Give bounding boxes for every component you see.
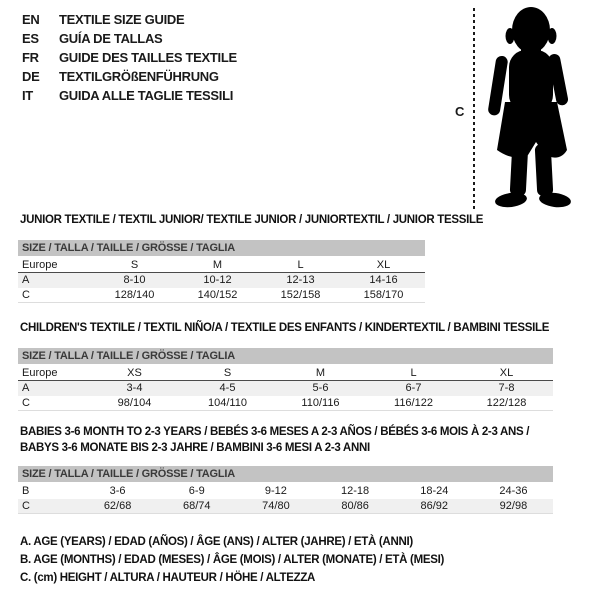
height-cell: 86/92 — [420, 500, 449, 512]
table-row-age — [18, 273, 425, 288]
months-cell: 24-36 — [499, 485, 528, 497]
footnote-age-months: B. AGE (MONTHS) / EDAD (MESES) / ÂGE (MOIS) / ALTER (MONATE) / ETÀ (MESI) — [20, 554, 445, 566]
height-cell: 110/116 — [301, 397, 340, 409]
title-line: JUNIOR TEXTILE / TEXTIL JUNIOR/ TEXTILE JUNIOR / JUNIORTEXTIL / JUNIOR TESSILE — [20, 214, 484, 226]
height-cell: 116/122 — [394, 397, 433, 409]
title-line: BABIES 3-6 MONTH TO 2-3 YEARS / BEBÉS 3-6 MESES A 2-3 AÑOS / BÉBÉS 3-6 MOIS À 2-3 ANS / — [20, 426, 530, 438]
title-line: BABYS 3-6 MONATE BIS 2-3 JAHRE / BAMBINI 3-6 MESI A 2-3 ANNI — [20, 442, 370, 454]
height-cell: 68/74 — [182, 500, 211, 512]
height-cell: 92/98 — [499, 500, 528, 512]
size-cell: M — [315, 367, 326, 379]
age-cell: 10-12 — [203, 274, 232, 286]
size-header-band: SIZE / TALLA / TAILLE / GRÖSSE / TAGLIA — [18, 348, 553, 364]
table-row-height — [18, 396, 553, 411]
size-cell: XS — [127, 367, 142, 379]
language-row-fr — [22, 48, 237, 67]
language-title: GUÍA DE TALLAS — [59, 31, 163, 46]
language-title: TEXTILE SIZE GUIDE — [59, 12, 185, 27]
title-line: CHILDREN'S TEXTILE / TEXTIL NIÑO/A / TEXTILE DES ENFANTS / KINDERTEXTIL / BAMBINI TESSILE — [20, 322, 550, 334]
height-cell: 128/140 — [114, 289, 155, 301]
height-cell: 122/128 — [486, 397, 527, 409]
language-row-it — [22, 86, 237, 105]
junior-size-table — [18, 240, 425, 303]
months-cell: 3-6 — [109, 485, 126, 497]
row-label: C — [22, 397, 30, 409]
row-label: C — [22, 289, 30, 301]
size-header-band: SIZE / TALLA / TAILLE / GRÖSSE / TAGLIA — [18, 240, 425, 256]
size-cell: L — [410, 367, 417, 379]
language-row-de — [22, 67, 237, 86]
table-row-europe — [18, 258, 425, 273]
months-cell: 12-18 — [341, 485, 370, 497]
height-cell: 152/158 — [280, 289, 321, 301]
language-code: EN — [22, 12, 40, 27]
months-cell: 18-24 — [420, 485, 449, 497]
language-title: GUIDA ALLE TAGLIE TESSILI — [59, 88, 234, 103]
height-dashed-line — [473, 8, 475, 210]
height-cell: 80/86 — [341, 500, 369, 512]
row-label: C — [22, 500, 30, 512]
language-code: FR — [22, 50, 39, 65]
height-cell: 140/152 — [197, 289, 238, 301]
height-cell: 104/110 — [208, 397, 247, 409]
children-table-title — [20, 320, 549, 336]
babies-table-title — [20, 424, 529, 456]
height-cell: 62/68 — [103, 500, 132, 512]
height-marker-label: C — [455, 104, 465, 119]
age-cell: 12-13 — [286, 274, 315, 286]
language-title: GUIDE DES TAILLES TEXTILE — [59, 50, 237, 65]
size-cell: M — [212, 259, 223, 271]
months-cell: 9-12 — [264, 485, 287, 497]
language-row-es — [22, 29, 237, 48]
table-row-europe — [18, 366, 553, 381]
row-label: Europe — [22, 259, 58, 271]
footnote-age-years: A. AGE (YEARS) / EDAD (AÑOS) / ÂGE (ANS) / ALTER (JAHRE) / ETÀ (ANNI) — [20, 536, 413, 548]
size-header-band: SIZE / TALLA / TAILLE / GRÖSSE / TAGLIA — [18, 466, 553, 482]
height-cell: 74/80 — [262, 500, 290, 512]
size-cell: XL — [376, 259, 391, 271]
row-label: B — [22, 485, 30, 497]
language-title-list — [22, 10, 237, 105]
junior-table-title — [20, 212, 483, 228]
height-cell: 158/170 — [363, 289, 404, 301]
baby-silhouette-icon — [487, 4, 599, 212]
age-cell: 4-5 — [219, 382, 236, 394]
children-size-table — [18, 348, 553, 411]
size-cell: S — [223, 367, 232, 379]
table-row-months — [18, 484, 553, 499]
row-label: A — [22, 382, 30, 394]
table-row-height — [18, 499, 553, 514]
size-cell: XL — [499, 367, 514, 379]
height-cell: 98/104 — [117, 397, 152, 409]
language-row-en — [22, 10, 237, 29]
language-code: ES — [22, 31, 39, 46]
age-cell: 6-7 — [405, 382, 422, 394]
age-cell: 3-4 — [126, 382, 143, 394]
babies-size-table — [18, 466, 553, 514]
footnote-height: C. (cm) HEIGHT / ALTURA / HAUTEUR / HÖHE / ALTEZZA — [20, 572, 316, 584]
age-cell: 14-16 — [369, 274, 398, 286]
language-title: TEXTILGRÖßENFÜHRUNG — [59, 69, 219, 84]
months-cell: 6-9 — [188, 485, 205, 497]
age-cell: 7-8 — [498, 382, 515, 394]
row-label: A — [22, 274, 30, 286]
age-cell: 5-6 — [312, 382, 329, 394]
size-cell: L — [297, 259, 304, 271]
age-cell: 8-10 — [123, 274, 146, 286]
table-row-age — [18, 381, 553, 396]
language-code: IT — [22, 88, 33, 103]
language-code: DE — [22, 69, 40, 84]
size-cell: S — [130, 259, 139, 271]
table-row-height — [18, 288, 425, 303]
row-label: Europe — [22, 367, 58, 379]
